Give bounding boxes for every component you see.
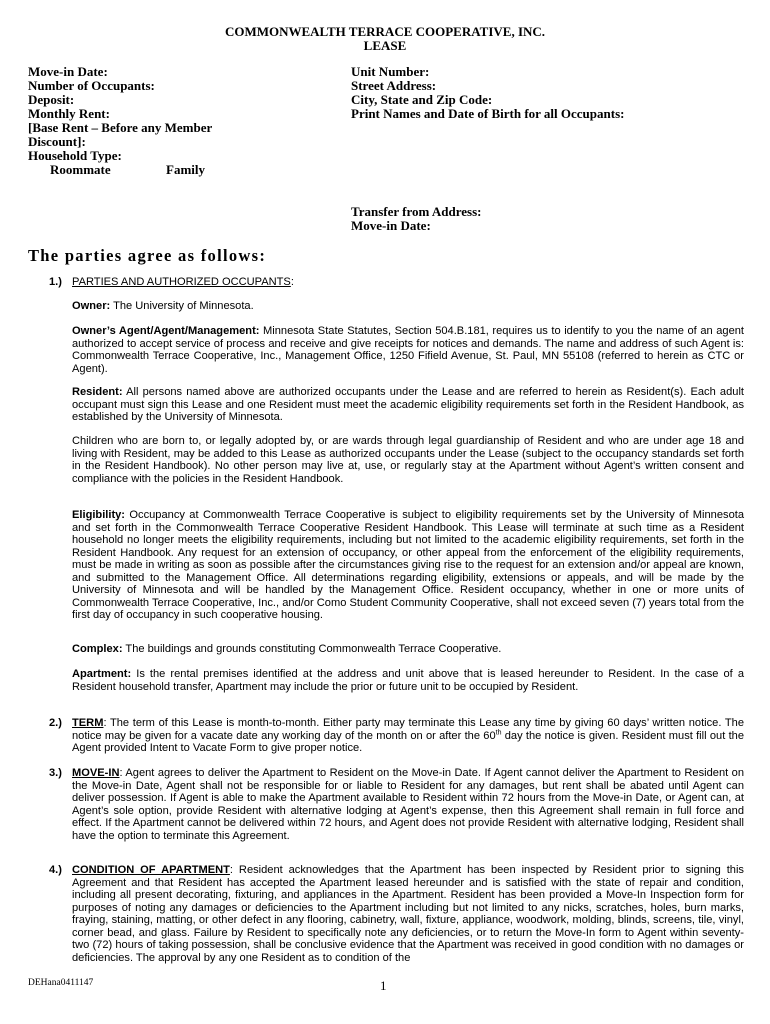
base-rent-label: [Base Rent – Before any Member bbox=[28, 120, 213, 135]
move-in-text: : Agent agrees to deliver the Apartment to Resident on the Move-in Date. If Agent cannot deliver the Apartment to Resident on the Move-in Date, Agent shall not be responsible for or liable to Resident for any damages, but rent shall be abated until Agent can deliver possession. If Agent is able to make the Apartment available to Resident within 72 hours from the Move-in Date, or Agent can, at Agent’s sole option, provide Resident with alternative lodging at Agent’s expense, then this Agreement shall remain in full force and effect. If the Apartment cannot be delivered within 72 hours, and Agent does not provide Resident with alternative lodging, Resident shall have the option to terminate this Agreement. bbox=[72, 767, 744, 842]
base-rent-label-cont: Discount]: bbox=[28, 134, 86, 149]
resident-text: All persons named above are authorized occupants under the Lease and are referred to herein as Resident(s). Each adult occupant must sign this Lease and one Resident must meet the academic eligibility requirements set forth in the Resident Handbook, as established by the University of Minnesota. bbox=[72, 386, 744, 423]
agent-label: Owner’s Agent/Agent/Management: bbox=[72, 325, 260, 337]
transfer-from-address-label: Transfer from Address: bbox=[351, 204, 482, 219]
occupant-names-label: Print Names and Date of Birth for all Occupants: bbox=[351, 106, 625, 121]
term-text-a: : The term of this Lease is month-to-month. Either party may terminate this Lease any time by giving 60 days’ written notice. The notice may be given for a vacate date any working day of the month on or after the 60 bbox=[72, 717, 744, 742]
condition-paragraph bbox=[72, 864, 744, 964]
apartment-paragraph bbox=[72, 668, 744, 693]
condition-text: : Resident acknowledges that the Apartment has been inspected by Resident prior to signing this Agreement and that Resident has accepted the Apartment leased hereunder and is satisfied with the state of repair and condition, including all present decorating, fixturing, and appliances in the Apartment. Resident has been provided a Move-In Inspection form for purposes of noting any damages or deficiencies to the Apartment including but not limited to any nicks, scratches, holes, burn marks, fraying, staining, matting, or other defect in any flooring, cabinetry, wall, fixture, appliance, woodwork, molding, blinds, screens, tile, vinyl, corner bead, and glass. Failure by Resident to specifically note any deficiencies, or to return the Move-In form to Agent within seventy-two (72) hours of taking possession, shall be conclusive evidence that the Apartment was received in good condition with no damages or deficiencies. The approval by any one Resident as to condition of the bbox=[72, 864, 744, 964]
eligibility-paragraph bbox=[72, 509, 744, 622]
agent-paragraph bbox=[72, 325, 744, 375]
children-paragraph: Children who are born to, or legally adopted by, or are wards through legal guardianship of Resident and who are under age 18 and living with Resident, may be added to this Lease as authorized occupants under the Lease (subject to the occupancy standards set forth in the Resident Handbook). No other person may live at, use, or regularly stay at the Apartment without Agent’s written consent and compliance with the policies in the Resident Handbook. bbox=[72, 435, 744, 485]
section-1-number: 1.) bbox=[49, 276, 62, 288]
section-1-title: PARTIES AND AUTHORIZED OCCUPANTS bbox=[72, 276, 291, 288]
transfer-move-in-date-label: Move-in Date: bbox=[351, 218, 431, 233]
apartment-text: Is the rental premises identified at the address and unit above that is leased hereunder to Resident. In the case of a Resident household transfer, Apartment may include the prior or future unit to be occupied by Resident. bbox=[72, 668, 744, 693]
eligibility-label: Eligibility: bbox=[72, 509, 126, 521]
term-sup: th bbox=[495, 728, 502, 736]
document-type-title: LEASE bbox=[363, 38, 407, 53]
owner-label: Owner: bbox=[72, 300, 111, 312]
parties-heading: The parties agree as follows: bbox=[28, 246, 267, 265]
monthly-rent-label: Monthly Rent: bbox=[28, 106, 110, 121]
deposit-label: Deposit: bbox=[28, 92, 75, 107]
section-3-title: MOVE-IN bbox=[72, 767, 120, 779]
complex-paragraph bbox=[72, 643, 744, 656]
term-paragraph bbox=[72, 717, 744, 755]
household-type-label: Household Type: bbox=[28, 148, 122, 163]
page-number: 1 bbox=[380, 978, 387, 993]
section-3-number: 3.) bbox=[49, 767, 62, 779]
street-address-label: Street Address: bbox=[351, 78, 437, 93]
complex-label: Complex: bbox=[72, 643, 123, 655]
document-org-title: COMMONWEALTH TERRACE COOPERATIVE, INC. bbox=[224, 24, 546, 39]
apartment-label: Apartment: bbox=[72, 668, 132, 680]
term-text-b: day the notice is given. Resident must fill out the Agent provided Intent to Vacate Form to give proper notice. bbox=[72, 729, 744, 754]
unit-number-label: Unit Number: bbox=[351, 64, 430, 79]
agent-text: Minnesota State Statutes, Section 504.B.181, requires us to identify to you the name of an agent authorized to accept service of process and receive and give receipts for notices and demands. The name and address of such Agent is: Commonwealth Terrace Cooperative, Inc., Management Office, 1250 Fifield Avenue, St. Paul, MN 55108 (referred to herein as CTC or Agent). bbox=[72, 325, 745, 375]
section-2-number: 2.) bbox=[49, 717, 62, 729]
resident-label: Resident: bbox=[72, 386, 123, 398]
section-4-number: 4.) bbox=[49, 864, 62, 876]
eligibility-text: Occupancy at Commonwealth Terrace Cooperative is subject to eligibility requirements set by the University of Minnesota and set forth in the Commonwealth Terrace Cooperative Resident Handbook. This Lease will terminate at such time as a Resident household no longer meets the eligibility requirements, including but not limited to the academic eligibility requirements, set forth in the Resident Handbook. Any request for an extension of occupancy, or other appeal from the enforcement of the eligibility requirements, must be made in writing as soon as possible after the circumstances giving rise to the request for an extension and/or appeal are known, and submitted to the Management Office. All determinations regarding eligibility, extensions or appeals, and will be made by the University of Minnesota and will be handled by the Management Office. Resident occupancy, whether in one or more units of Commonwealth Terrace Cooperative, Inc., and/or Como Student Community Cooperative, shall not exceed seven (7) years total from the first day of occupancy in such cooperative housing. bbox=[72, 509, 744, 621]
number-of-occupants-label: Number of Occupants: bbox=[28, 78, 155, 93]
complex-text: The buildings and grounds constituting Commonwealth Terrace Cooperative. bbox=[122, 643, 502, 655]
owner-text: The University of Minnesota. bbox=[110, 300, 254, 312]
section-1-title-punct: : bbox=[290, 276, 294, 288]
document-code: DEHana0411147 bbox=[28, 978, 94, 988]
household-type-roommate: Roommate bbox=[50, 162, 111, 177]
household-type-family: Family bbox=[166, 162, 205, 177]
resident-paragraph bbox=[72, 386, 744, 424]
section-2-title: TERM bbox=[72, 717, 104, 729]
owner-paragraph bbox=[72, 300, 744, 313]
move-in-paragraph bbox=[72, 767, 744, 842]
city-state-zip-label: City, State and Zip Code: bbox=[351, 92, 493, 107]
move-in-date-label: Move-in Date: bbox=[28, 64, 108, 79]
section-4-title: CONDITION OF APARTMENT bbox=[72, 864, 230, 876]
section-1-heading bbox=[72, 276, 744, 289]
